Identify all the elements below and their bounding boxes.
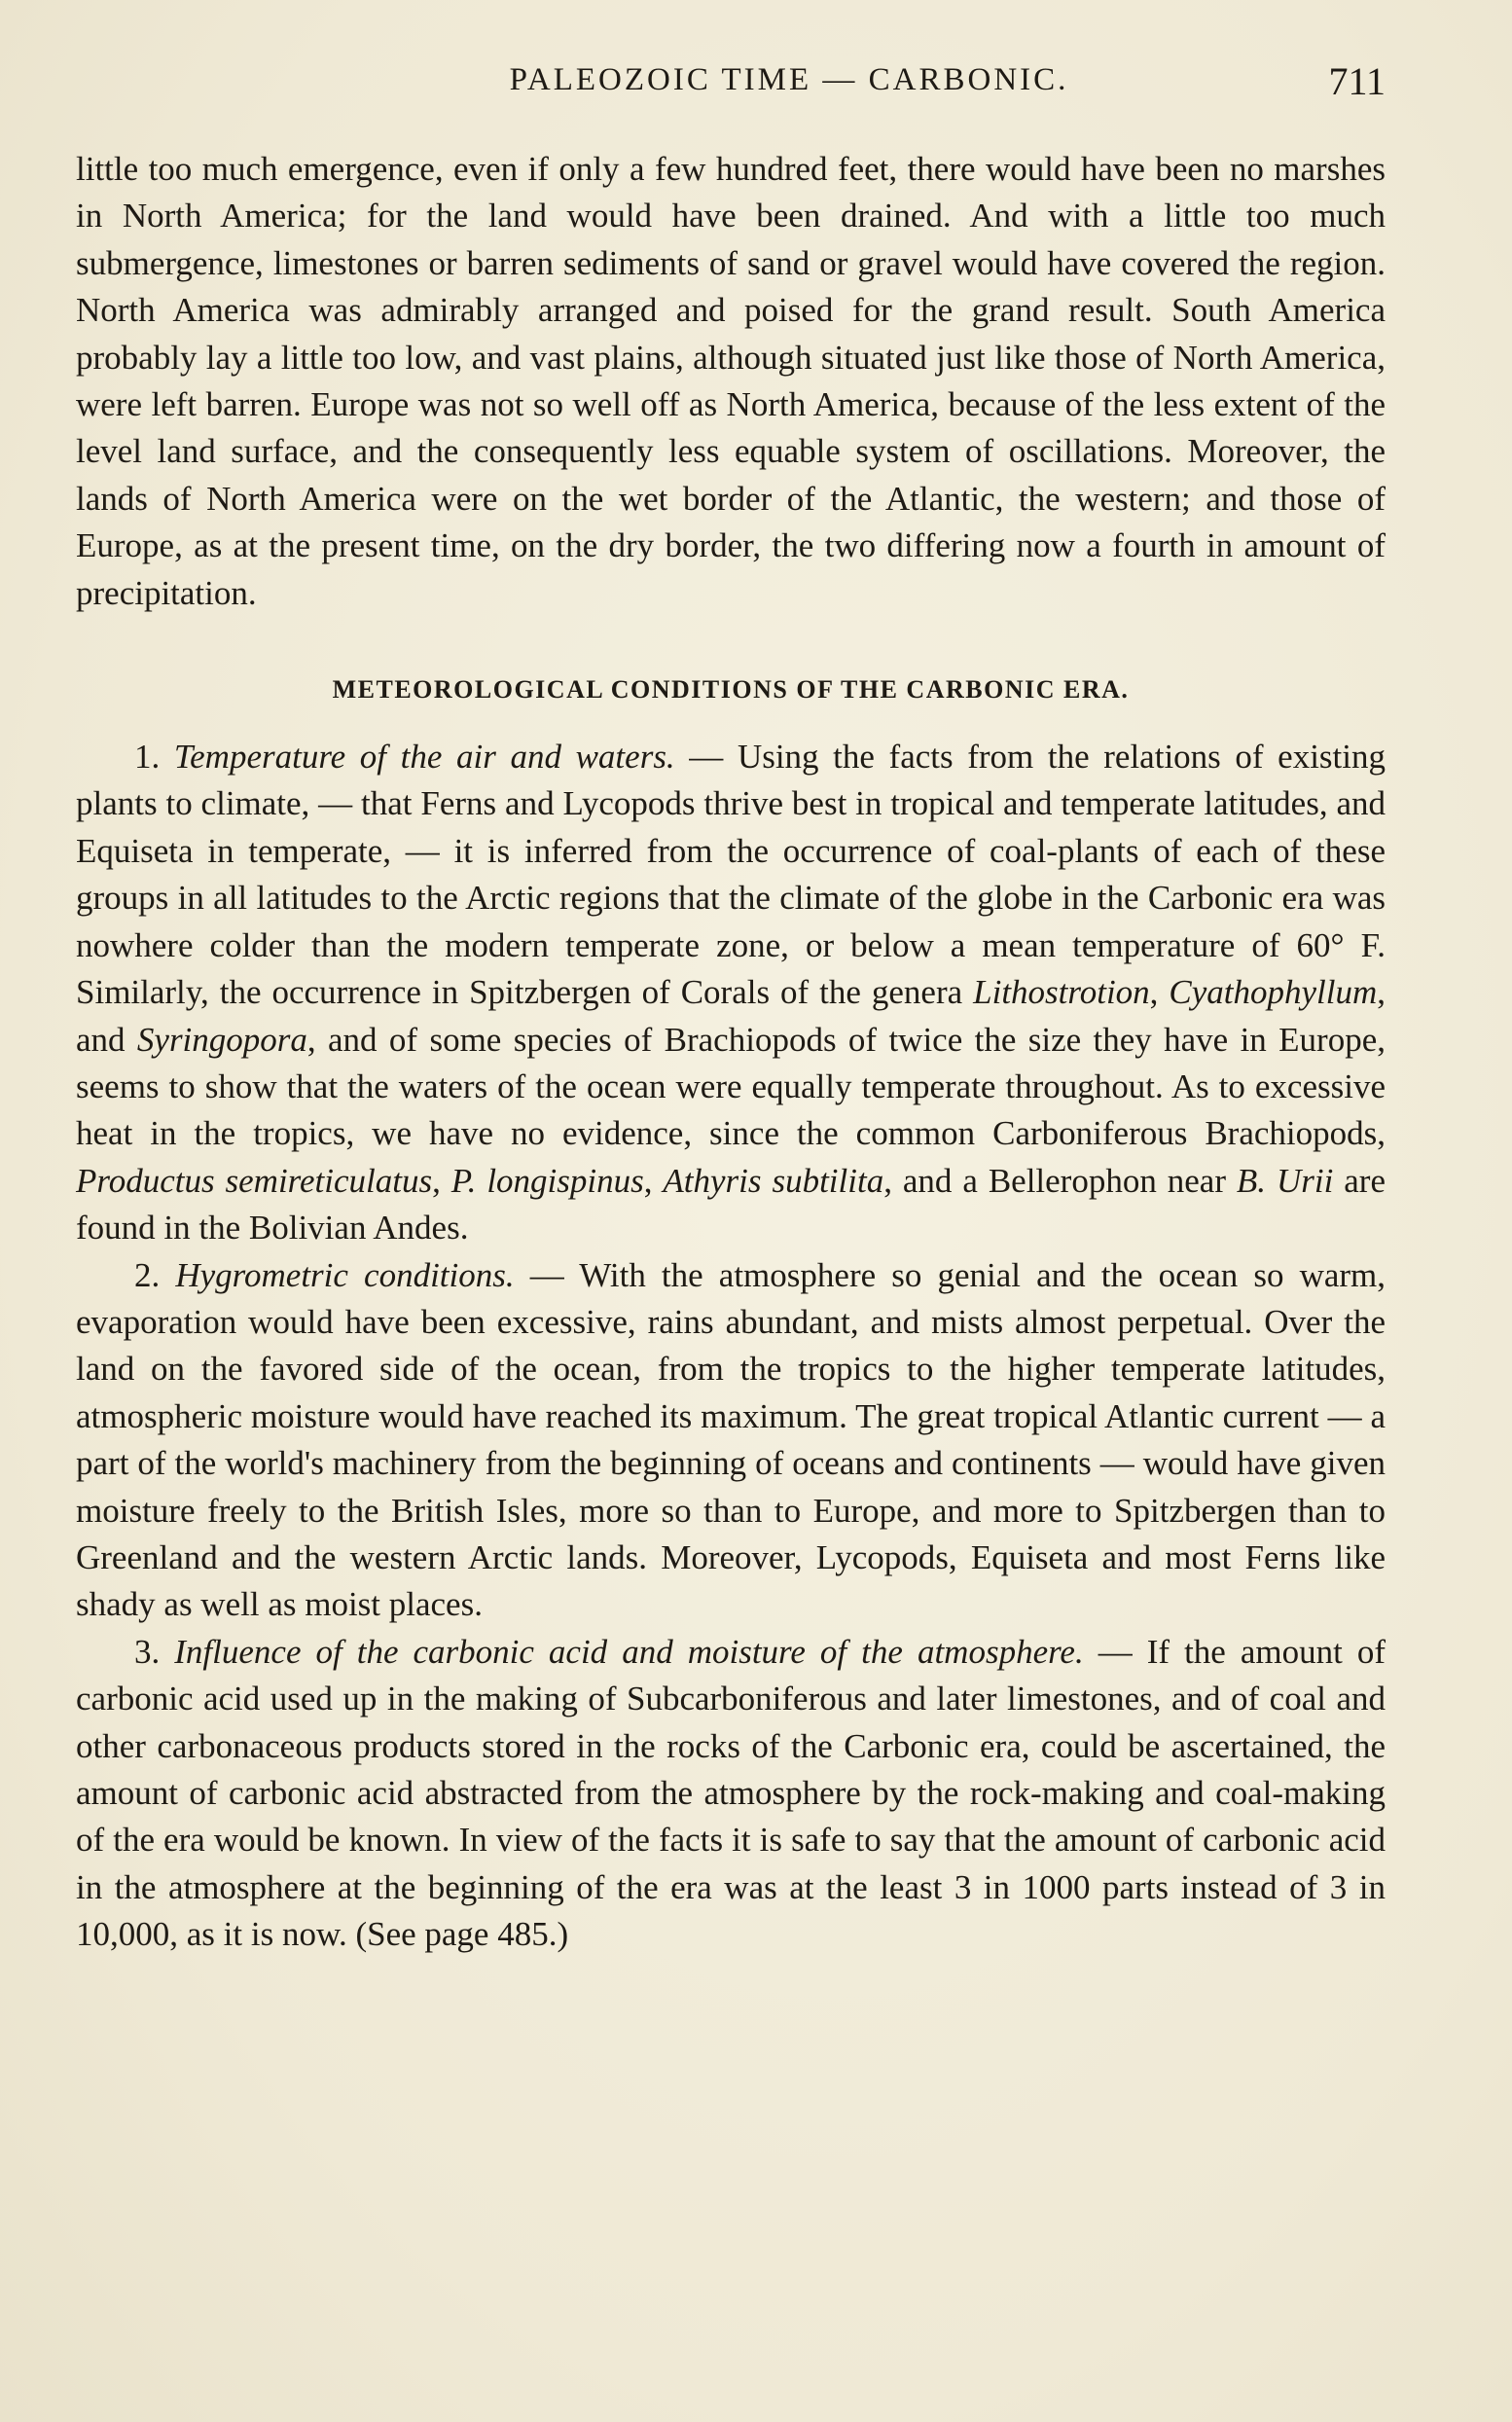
running-head: PALEOZOIC TIME — CARBONIC. bbox=[509, 62, 1069, 97]
page-header bbox=[76, 58, 1386, 117]
paragraph-text: If the amount of carbonic acid used up in the making of Subcarboniferous and later limestones, and of coal and other carbonaceous products stored in the rocks of the Carbonic era, could be ascertained, the amount of carbonic acid abstracted from the atmosphere by the rock-making and coal-making of the era would be known. In view of the facts it is safe to say that the amount of carbonic acid in the atmosphere at the beginning of the era was at the least 3 in 1000 parts instead of 3 in 10,000, as it is now. (See page 485.) bbox=[76, 1632, 1386, 1954]
species-name: B. Urii bbox=[1236, 1161, 1334, 1200]
text-run: , bbox=[432, 1161, 451, 1200]
species-name: Productus semireticulatus bbox=[76, 1161, 433, 1200]
paragraph-hygrometric bbox=[76, 1252, 1386, 1629]
genus-name: Lithostrotion bbox=[973, 973, 1150, 1012]
text-run: , and bbox=[76, 973, 1386, 1059]
text-run: , bbox=[1149, 973, 1170, 1012]
paragraph-number: 2. bbox=[134, 1255, 161, 1294]
page-body bbox=[76, 146, 1386, 1959]
paragraph-carbonic-acid bbox=[76, 1629, 1386, 1959]
paragraph-title: Influence of the carbonic acid and moisture of the atmosphere. bbox=[174, 1632, 1084, 1671]
genus-name: Syringopora bbox=[136, 1020, 307, 1059]
paragraph-temperature bbox=[76, 734, 1386, 1251]
text-run: Using the facts from the relations of existing plants to climate, — that Ferns and Lycopods thrive best in tropical and temperate latitudes, and Equiseta in temperate, — it is inferred from the occurrence of coal-plants of each of these groups in all latitudes to the Arctic regions that the climate of the globe in the Carbonic era was nowhere colder than the modern temperate zone, or below a mean temperature of 60° F. Similarly, the occurrence in Spitzbergen of Corals of the genera bbox=[76, 738, 1386, 1012]
species-name: Athyris subtilita bbox=[663, 1161, 884, 1200]
paragraph-title: Temperature of the air and waters. bbox=[173, 738, 675, 777]
text-run: , and of some species of Brachiopods of twice the size they have in Europe, seems to show that the waters of the ocean were equally temperate throughout. As to excessive heat in the tropics, we have no evidence, since the common Carboniferous Brachiopods, bbox=[76, 1020, 1386, 1153]
paragraph-title: Hygrometric conditions. bbox=[175, 1255, 515, 1294]
text-run: , and a Bellerophon near bbox=[883, 1161, 1237, 1200]
paragraph-text: With the atmosphere so genial and the ocean so warm, evaporation would have been excessive, rains abundant, and mists almost perpetual. Over the land on the favored side of the ocean, from the tropics to the higher temperate latitudes, atmospheric moisture would have reached its maximum. The great tropical Atlantic current — a part of the world's machinery from the beginning of oceans and continents — would have given moisture freely to the British Isles, more so than to Europe, and more to Spitzbergen than to Greenland and the western Arctic lands. Moreover, Lycopods, Equiseta and most Ferns like shady as well as moist places. bbox=[76, 1255, 1386, 1624]
paragraph-continuation: little too much emergence, even if only a few hundred feet, there would have been no marshes in North America; for the land would have been drained. And with a little too much submergence, limestones or barren sediments of sand or gravel would have covered the region. North America was admirably arranged and poised for the grand result. South America probably lay a little too low, and vast plains, although situated just like those of North America, were left barren. Europe was not so well off as North America, because of the less extent of the level land surface, and the consequently less equable system of oscillations. Moreover, the lands of North America were on the wet border of the Atlantic, the western; and those of Europe, as at the present time, on the dry border, the two differing now a fourth in amount of precipitation. bbox=[76, 150, 1386, 612]
paragraph-number: 3. bbox=[134, 1632, 161, 1671]
em-dash: — bbox=[514, 1255, 580, 1294]
text-run: , bbox=[643, 1161, 664, 1200]
section-heading: METEOROLOGICAL CONDITIONS OF THE CARBONIC ERA. bbox=[332, 675, 1130, 705]
text-run: are found in the Bolivian Andes. bbox=[76, 1161, 1386, 1247]
em-dash: — bbox=[674, 738, 738, 777]
page-number: 711 bbox=[1328, 59, 1386, 103]
genus-name: Cyathophyllum bbox=[1169, 973, 1378, 1012]
em-dash: — bbox=[1083, 1632, 1147, 1671]
paragraph-number: 1. bbox=[134, 738, 161, 777]
species-name: P. longispinus bbox=[450, 1161, 644, 1200]
